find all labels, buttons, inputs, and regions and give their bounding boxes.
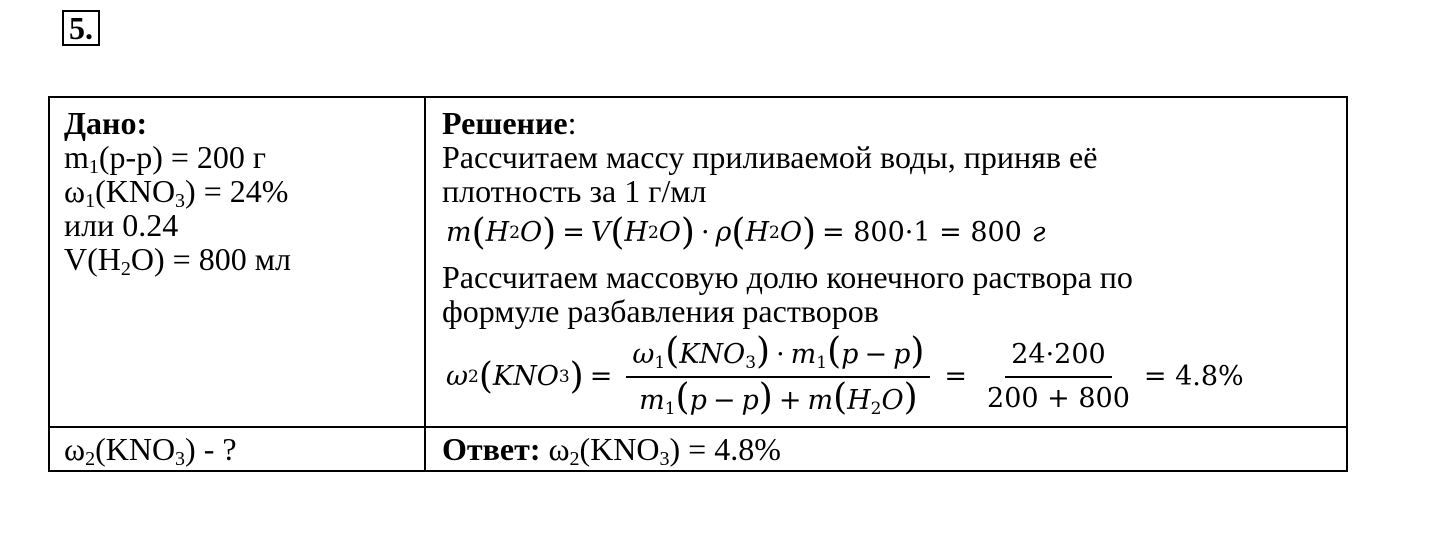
answer-row bbox=[49, 427, 1347, 471]
given-cell bbox=[49, 97, 425, 427]
given-fraction: $\omega_1(KNO_3) = 24\%$ bbox=[64, 173, 289, 212]
given-mass: $m_1(р-р) = 200$ г bbox=[64, 139, 267, 178]
solution-text-1a: Рассчитаем массу приливаемой воды, приняв её bbox=[442, 139, 1098, 175]
main-row bbox=[49, 97, 1347, 427]
formula-mass-fraction: ω 2 ( KNO 3 ) = $\frac{\text{ω1(KNO3) · m1(p − p)}}{m1(p - p) + m(H2O)}$ = $\frac{24\cdot 200}{200 + 800}$ = 4.8% bbox=[446, 331, 1244, 419]
answer-label: Ответ: bbox=[442, 431, 541, 467]
task-table bbox=[48, 96, 1348, 472]
solution-text-1b: плотность за 1 г/мл bbox=[442, 173, 707, 209]
task-number: 5. bbox=[62, 10, 100, 46]
solution-text-2b: формуле разбавления растворов bbox=[442, 293, 879, 329]
given-header: Дано: bbox=[64, 105, 148, 141]
fraction-general: $\frac{\text{ω1(KNO3) · m1(p − p)}}{m1(p - p) + m(H2O)}$ bbox=[626, 334, 930, 420]
given-volume: $V(H_2O) = 800$ мл bbox=[64, 241, 291, 280]
find-cell bbox=[49, 427, 425, 471]
given-fraction-alt: или 0.24 bbox=[64, 207, 179, 243]
find-value: $\omega_2(KNO_3)$ - ? bbox=[64, 431, 237, 470]
fraction-numeric: $\frac{24\cdot 200}{200 + 800}$ bbox=[981, 336, 1136, 418]
answer-value: Ответ: $\omega_2(KNO_3) = 4.8\%$ bbox=[442, 431, 781, 470]
solution-cell bbox=[425, 97, 1347, 427]
answer-cell bbox=[425, 427, 1347, 471]
formula-water-mass: m ( H 2 O ) = V ( H 2 O ) · ρ ( H 2 O ) = 800·1 = 800 г bbox=[446, 212, 1046, 253]
solution-text-2a: Рассчитаем массовую долю конечного раствора по bbox=[442, 259, 1133, 295]
solution-header: Решение: bbox=[442, 105, 577, 141]
